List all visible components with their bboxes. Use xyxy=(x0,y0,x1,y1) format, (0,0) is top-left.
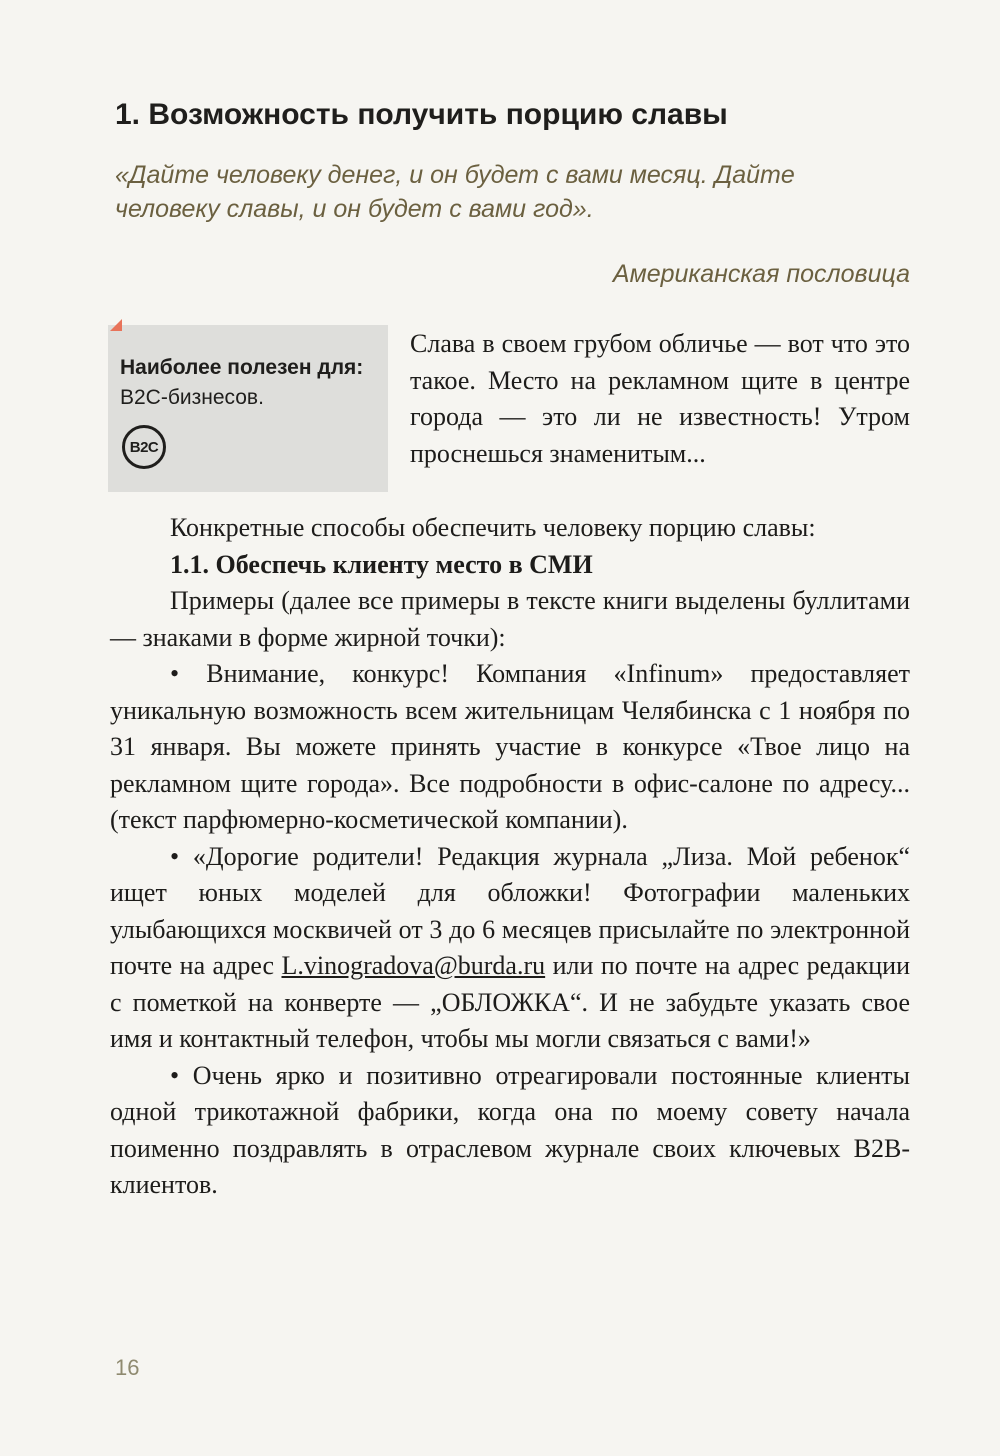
example-2-text-after: или по почте на адрес редакции с пометкой на конверте — „ОБЛОЖКА“. И не забудьте указать свое имя и контактный телефон, чтобы мы могли связаться с вами!» xyxy=(110,951,910,1053)
body-text xyxy=(110,510,910,1204)
sidebar-text: B2С-бизнесов. xyxy=(120,386,264,409)
subsection-heading: 1.1. Обеспечь клиенту место в СМИ xyxy=(170,549,593,579)
epigraph-source: Американская пословица xyxy=(612,260,910,288)
examples-intro-paragraph: Примеры (далее все примеры в тексте книги выделены буллитами — знаками в форме жирной точки): xyxy=(110,586,910,652)
usefulness-sidebar xyxy=(108,325,388,492)
example-paragraph-1: • Внимание, конкурс! Компания «Infinum» предоставляет уникальную возможность всем жительницам Челябинска с 1 ноября по 31 января. Вы можете принять участие в конкурсе «Твое лицо на рекламном щите города». Все подробности в офис-салоне по адресу... (текст парфюмерно-косметической компании). xyxy=(110,659,910,834)
b2c-badge-icon: B2C xyxy=(122,425,166,469)
page-number: 16 xyxy=(115,1355,140,1380)
sidebar-title: Наиболее полезен для: xyxy=(120,356,364,379)
email-link[interactable]: L.vinogradova@burda.ru xyxy=(281,951,546,980)
section-heading: 1. Возможность получить порцию славы xyxy=(115,98,728,131)
example-paragraph-3: • Очень ярко и позитивно отреагировали постоянные клиенты одной трикотажной фабрики, когда она по моему совету начала поименно поздравлять в отраслевом журнале своих ключевых B2B-клиентов. xyxy=(110,1060,910,1199)
example-2-text-before: • «Дорогие родители! Редакция журнала „Лиза. Мой ребенок“ ищет юных моделей для обложки! Фотографии маленьких улыбающихся москвичей от 3 до 6 месяцев присылайте по электронной почте на адрес xyxy=(110,841,910,980)
corner-triangle-icon xyxy=(110,319,122,331)
intro-paragraph: Слава в своем грубом обличье — вот что это такое. Место на рекламном щите в центре города — это ли не известность! Утром проснешься знаменитым... xyxy=(410,329,910,468)
methods-paragraph: Конкретные способы обеспечить человеку порцию славы: xyxy=(170,513,816,542)
epigraph-quote: «Дайте человеку денег, и он будет с вами месяц. Дайте человеку славы, и он будет с вами год». xyxy=(115,161,795,223)
example-paragraph-2 xyxy=(110,839,910,1058)
